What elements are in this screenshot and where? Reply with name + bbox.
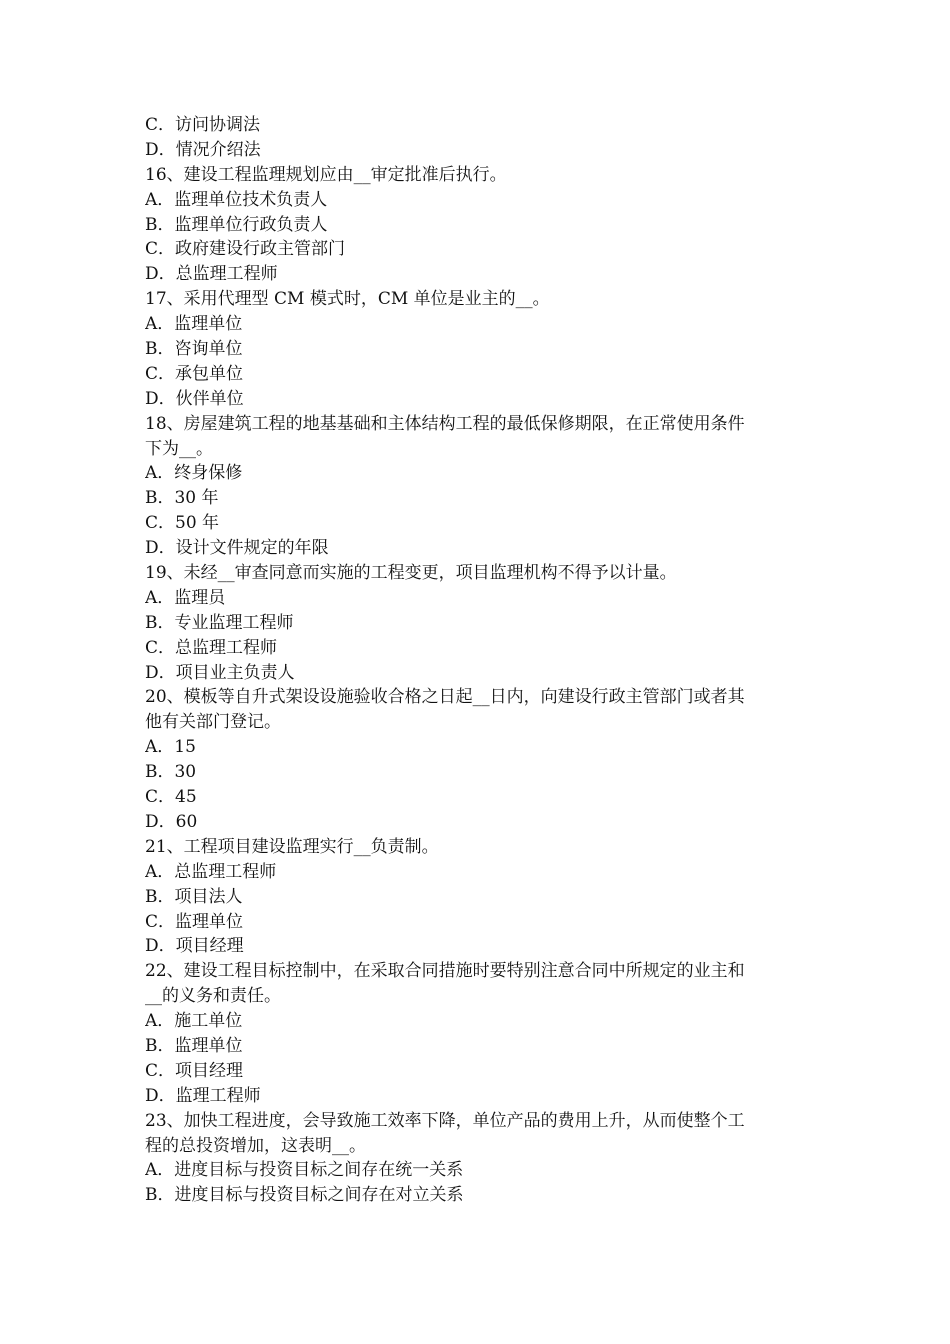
question-23-text-line-1: 23、加快工程进度，会导致施工效率下降，单位产品的费用上升，从而使整个工 xyxy=(145,1110,745,1131)
question-18-text-line-2: 下为__。 xyxy=(145,438,213,459)
question-21-text: 21、工程项目建设监理实行__负责制。 xyxy=(145,836,439,857)
question-17-option-a: A．监理单位 xyxy=(145,314,243,335)
question-19-option-a: A．监理员 xyxy=(145,587,226,608)
question-22-option-c: C．项目经理 xyxy=(145,1060,244,1081)
question-20-option-a: A．15 xyxy=(145,737,196,758)
question-16-option-a: A．监理单位技术负责人 xyxy=(145,189,328,210)
question-20-option-b: B．30 xyxy=(145,762,197,783)
question-22-option-d: D．监理工程师 xyxy=(145,1085,261,1106)
question-21-option-c: C．监理单位 xyxy=(145,911,244,932)
question-19-option-c: C．总监理工程师 xyxy=(145,637,278,658)
question-21-option-b: B．项目法人 xyxy=(145,886,243,907)
option-d-line: D．情况介绍法 xyxy=(145,139,261,160)
question-22-option-b: B．监理单位 xyxy=(145,1035,243,1056)
document-page xyxy=(145,113,810,1208)
question-19-option-d: D．项目业主负责人 xyxy=(145,662,295,683)
question-16-option-d: D．总监理工程师 xyxy=(145,264,278,285)
option-c-line: C．访问协调法 xyxy=(145,115,261,135)
question-17-option-c: C．承包单位 xyxy=(145,363,244,384)
question-18-option-d: D．设计文件规定的年限 xyxy=(145,538,329,559)
question-23-option-b: B．进度目标与投资目标之间存在对立关系 xyxy=(145,1185,464,1206)
question-21-option-d: D．项目经理 xyxy=(145,936,244,957)
question-20-option-c: C．45 xyxy=(145,787,197,808)
question-19-text: 19、未经__审查同意而实施的工程变更，项目监理机构不得予以计量。 xyxy=(145,563,677,584)
question-16-option-b: B．监理单位行政负责人 xyxy=(145,214,328,235)
question-23-text-line-2: 程的总投资增加，这表明__。 xyxy=(145,1135,366,1156)
question-16-option-c: C．政府建设行政主管部门 xyxy=(145,239,346,260)
question-21-option-a: A．总监理工程师 xyxy=(145,861,277,882)
question-18-option-c: C．50 年 xyxy=(145,513,220,534)
question-20-text-line-1: 20、模板等自升式架设设施验收合格之日起__日内，向建设行政主管部门或者其 xyxy=(145,687,745,708)
question-17-option-d: D．伙伴单位 xyxy=(145,388,244,409)
question-18-option-a: A．终身保修 xyxy=(145,463,243,484)
question-19-option-b: B．专业监理工程师 xyxy=(145,612,294,633)
question-18-text-line-1: 18、房屋建筑工程的地基基础和主体结构工程的最低保修期限，在正常使用条件 xyxy=(145,413,745,434)
question-23-option-a: A．进度目标与投资目标之间存在统一关系 xyxy=(145,1160,464,1181)
question-22-option-a: A．施工单位 xyxy=(145,1011,243,1032)
question-20-text-line-2: 他有关部门登记。 xyxy=(145,712,281,733)
question-20-option-d: D．60 xyxy=(145,811,198,832)
question-17-option-b: B．咨询单位 xyxy=(145,339,243,360)
question-16-text: 16、建设工程监理规划应由__审定批准后执行。 xyxy=(145,164,507,185)
question-18-option-b: B．30 年 xyxy=(145,488,219,509)
question-22-text-line-2: __的义务和责任。 xyxy=(145,986,281,1007)
question-22-text-line-1: 22、建设工程目标控制中，在采取合同措施时要特别注意合同中所规定的业主和 xyxy=(145,961,745,982)
question-17-text: 17、采用代理型 CM 模式时，CM 单位是业主的__。 xyxy=(145,289,550,310)
